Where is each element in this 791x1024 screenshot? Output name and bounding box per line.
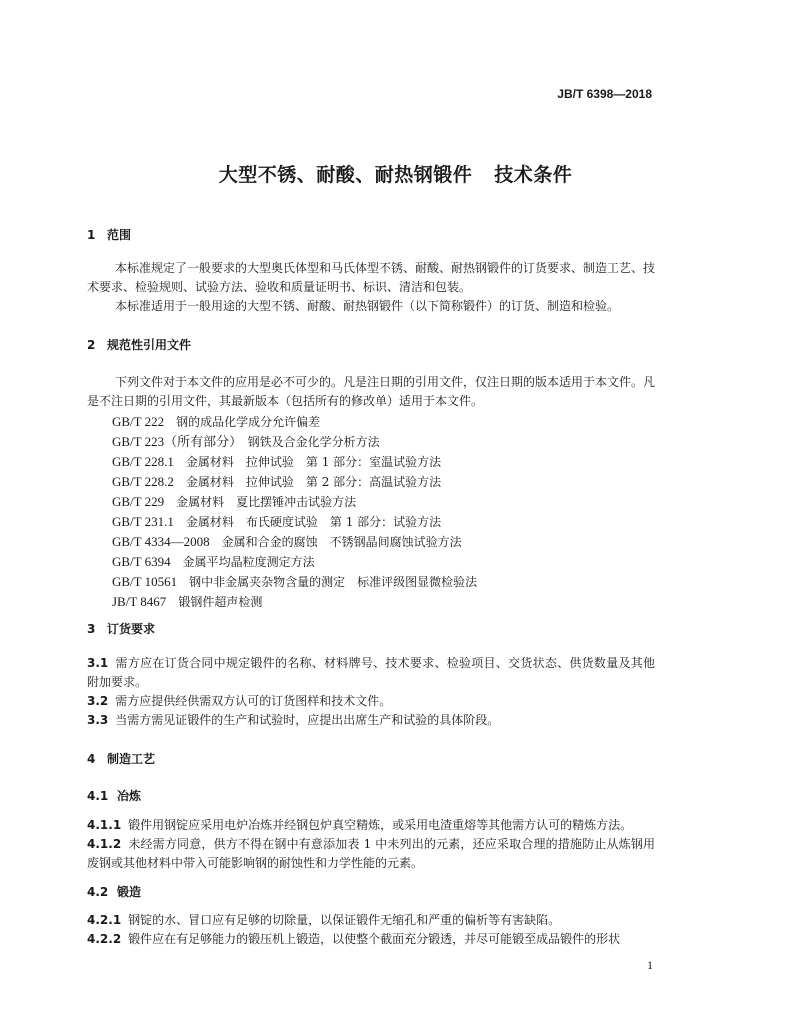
reference-item: GB/T 223（所有部分） 钢铁及合金化学分析方法	[112, 434, 380, 449]
clause-3-3: 3.3 当需方需见证锻件的生产和试验时，应提出出席生产和试验的具体阶段。	[87, 713, 500, 727]
reference-item: GB/T 228.1 金属材料 拉伸试验 第 1 部分：室温试验方法	[112, 454, 442, 469]
document-title-suffix: 技术条件	[494, 164, 573, 186]
section-2-intro: 下列文件对于本文件的应用是必不可少的。凡是注日期的引用文件，仅注日期的版本适用于本文件。凡是不注日期的引用文件，其最新版本（包括所有的修改单）适用于本文件。	[87, 375, 656, 408]
reference-item: GB/T 222 钢的成品化学成分允许偏差	[112, 414, 321, 429]
standard-number: JB/T 6398—2018	[557, 87, 652, 101]
subsection-4-2-heading: 4.2 锻造	[87, 885, 142, 899]
section-1-paragraph-2: 本标准适用于一般用途的大型不锈、耐酸、耐热钢锻件（以下简称锻件）的订货、制造和检验。	[115, 299, 620, 313]
reference-item: GB/T 6394 金属平均晶粒度测定方法	[112, 554, 315, 569]
reference-item: GB/T 10561 钢中非金属夹杂物含量的测定 标准评级图显微检验法	[112, 574, 478, 589]
section-2-heading: 2 规范性引用文件	[87, 338, 192, 352]
reference-item: JB/T 8467 锻钢件超声检测	[112, 594, 263, 609]
reference-item: GB/T 229 金属材料 夏比摆锤冲击试验方法	[112, 494, 357, 509]
section-1-paragraph-1: 本标准规定了一般要求的大型奥氏体型和马氏体型不锈、耐酸、耐热钢锻件的订货要求、制造工艺、技术要求、检验规则、试验方法、验收和质量证明书、标识、清洁和包装。	[87, 261, 656, 294]
subsection-4-1-heading: 4.1 冶炼	[87, 789, 142, 803]
clause-4-1-1: 4.1.1 锻件用钢锭应采用电炉冶炼并经钢包炉真空精炼，或采用电渣重熔等其他需方认可的精炼方法。	[87, 818, 633, 832]
clause-3-1: 3.1 需方应在订货合同中规定锻件的名称、材料牌号、技术要求、检验项目、交货状态、供货数量及其他附加要求。	[87, 656, 655, 689]
document-title-main: 大型不锈、耐酸、耐热钢锻件	[218, 164, 473, 186]
section-1-heading: 1 范围	[87, 228, 132, 242]
page-number: 1	[647, 958, 653, 972]
reference-item: GB/T 228.2 金属材料 拉伸试验 第 2 部分：高温试验方法	[112, 474, 442, 489]
clause-3-2: 3.2 需方应提供经供需双方认可的订货图样和技术文件。	[87, 694, 392, 708]
section-4-heading: 4 制造工艺	[87, 752, 156, 766]
document-title	[0, 160, 791, 187]
reference-item: GB/T 231.1 金属材料 布氏硬度试验 第 1 部分：试验方法	[112, 514, 442, 529]
clause-4-2-2: 4.2.2 锻件应在有足够能力的锻压机上锻造，以使整个截面充分锻透，并尽可能锻至成品锻件的形状	[87, 932, 621, 946]
clause-4-2-1: 4.2.1 钢锭的水、冒口应有足够的切除量，以保证锻件无缩孔和严重的偏析等有害缺陷。	[87, 913, 561, 927]
clause-4-1-2: 4.1.2 未经需方同意，供方不得在钢中有意添加表 1 中未列出的元素，还应采取合理的措施防止从炼钢用废钢或其他材料中带入可能影响钢的耐蚀性和力学性能的元素。	[87, 837, 655, 870]
section-3-heading: 3 订货要求	[87, 622, 156, 636]
reference-list	[112, 412, 477, 612]
reference-item: GB/T 4334—2008 金属和合金的腐蚀 不锈钢晶间腐蚀试验方法	[112, 534, 462, 549]
